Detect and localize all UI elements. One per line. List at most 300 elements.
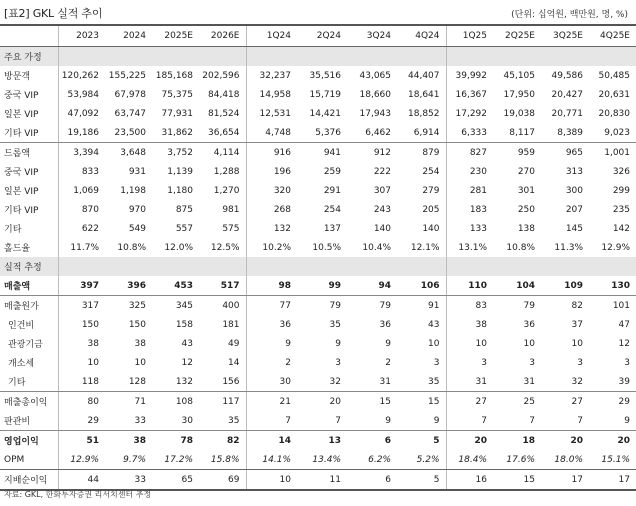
table-cell: 12.5% — [199, 238, 246, 257]
table-row — [0, 315, 636, 334]
table-cell: 1,288 — [199, 162, 246, 181]
row-label: 영업이익 — [0, 431, 58, 451]
row-label: OPM — [0, 450, 58, 470]
header-corner — [0, 25, 58, 47]
section-row — [0, 47, 636, 67]
table-cell: 912 — [373, 147, 391, 158]
table-cell: 10.2% — [262, 242, 291, 253]
table-cell: 10 — [571, 338, 583, 349]
table-cell: 5 — [397, 431, 446, 451]
table-cell — [246, 257, 297, 276]
table-cell: 17 — [541, 470, 589, 491]
table-cell — [493, 257, 541, 276]
table-cell: 110 — [446, 276, 493, 296]
table-cell — [105, 47, 152, 67]
column-header: 3Q24 — [347, 25, 397, 47]
table-cell: 106 — [397, 276, 446, 296]
table-cell: 84,418 — [199, 85, 246, 104]
table-cell: 77,931 — [161, 108, 193, 119]
table-cell: 1,139 — [167, 166, 193, 177]
table-cell: 549 — [128, 223, 146, 234]
table-cell: 622 — [81, 223, 99, 234]
table-cell: 33 — [105, 470, 152, 491]
table-cell: 25 — [523, 396, 535, 407]
table-cell: 155,225 — [108, 70, 146, 81]
table-cell: 9 — [589, 411, 636, 431]
table-cell: 20 — [329, 396, 341, 407]
table-cell: 20 — [617, 435, 630, 446]
row-label: 방문객 — [0, 66, 58, 85]
table-cell: 12,531 — [259, 108, 291, 119]
table-cell: 47,092 — [67, 108, 99, 119]
table-cell: 39 — [589, 372, 636, 392]
table-cell: 6,333 — [446, 123, 493, 143]
table-cell — [58, 47, 105, 67]
table-cell — [446, 257, 493, 276]
table-cell: 3,394 — [73, 147, 99, 158]
table-cell: 12 — [181, 357, 193, 368]
table-cell: 5 — [397, 470, 446, 491]
table-row — [0, 431, 636, 451]
table-cell: 32 — [541, 372, 589, 392]
table-cell: 870 — [81, 204, 99, 215]
table-cell: 10.5% — [312, 242, 341, 253]
table-cell: 27 — [475, 396, 487, 407]
table-cell: 317 — [81, 300, 99, 311]
table-cell: 207 — [565, 204, 583, 215]
table-cell: 18.4% — [446, 450, 493, 470]
table-cell: 17 — [589, 470, 636, 491]
table-cell: 32,237 — [259, 70, 291, 81]
table-cell: 38 — [475, 319, 487, 330]
row-label: 드롭액 — [0, 143, 58, 163]
table-cell: 150 — [128, 319, 146, 330]
table-cell: 49 — [199, 334, 246, 353]
table-cell: 15.8% — [199, 450, 246, 470]
table-cell: 23,500 — [105, 123, 152, 143]
table-cell: 2 — [285, 357, 291, 368]
table-cell: 243 — [373, 204, 391, 215]
table-cell: 75,375 — [161, 89, 193, 100]
table-cell: 132 — [273, 223, 291, 234]
table-cell: 557 — [175, 223, 193, 234]
table-cell: 3 — [624, 357, 630, 368]
table-cell: 82 — [199, 431, 246, 451]
table-cell: 1,069 — [73, 185, 99, 196]
table-cell: 77 — [279, 300, 291, 311]
table-cell: 10 — [397, 334, 446, 353]
table-row — [0, 181, 636, 200]
table-cell: 300 — [565, 185, 583, 196]
header-row — [0, 25, 636, 47]
row-label: 홀드율 — [0, 238, 58, 257]
table-cell: 35,516 — [309, 70, 341, 81]
table-cell: 11 — [297, 470, 347, 491]
table-cell: 69 — [199, 470, 246, 491]
table-cell: 1,180 — [167, 185, 193, 196]
table-cell — [541, 257, 589, 276]
table-cell: 37 — [571, 319, 583, 330]
table-cell: 50,485 — [598, 70, 630, 81]
table-cell: 6 — [347, 470, 397, 491]
table-cell: 279 — [397, 181, 446, 200]
table-cell: 20,427 — [551, 89, 583, 100]
column-header: 3Q25E — [541, 25, 589, 47]
table-cell: 109 — [541, 276, 589, 296]
table-cell: 137 — [323, 223, 341, 234]
table-cell: 281 — [469, 185, 487, 196]
table-cell: 91 — [397, 296, 446, 316]
table-cell: 133 — [469, 223, 487, 234]
table-cell: 9 — [385, 338, 391, 349]
row-label: 판관비 — [0, 411, 58, 431]
table-cell: 10.8% — [117, 242, 146, 253]
table-cell: 3,752 — [167, 147, 193, 158]
table-cell: 16 — [446, 470, 493, 491]
table-cell: 7 — [541, 411, 589, 431]
table-cell: 132 — [152, 372, 199, 392]
table-cell: 117 — [199, 392, 246, 412]
table-cell: 7 — [246, 411, 297, 431]
table-cell — [493, 47, 541, 67]
table-cell: 15 — [397, 392, 446, 412]
table-cell: 35 — [199, 411, 246, 431]
table-cell: 81,524 — [199, 104, 246, 123]
table-row — [0, 411, 636, 431]
table-cell: 268 — [273, 204, 291, 215]
table-cell: 14,958 — [259, 89, 291, 100]
table-cell: 1,198 — [120, 185, 146, 196]
table-cell: 259 — [323, 166, 341, 177]
table-cell: 20 — [570, 435, 583, 446]
table-cell: 9 — [335, 338, 341, 349]
table-cell — [297, 257, 347, 276]
table-cell: 142 — [612, 223, 630, 234]
table-cell: 101 — [612, 300, 630, 311]
table-cell: 6,914 — [397, 123, 446, 143]
table-cell: 44 — [58, 470, 105, 491]
column-header: 2023 — [58, 25, 105, 47]
table-cell: 156 — [199, 372, 246, 392]
table-cell: 67,978 — [114, 89, 146, 100]
table-cell: 35 — [397, 372, 446, 392]
column-header: 1Q24 — [246, 25, 297, 47]
earnings-table — [0, 24, 636, 491]
row-label: 인건비 — [0, 315, 58, 334]
table-cell: 39,992 — [455, 70, 487, 81]
row-label: 중국 VIP — [0, 85, 58, 104]
table-row — [0, 123, 636, 143]
table-cell: 47 — [618, 319, 630, 330]
table-cell: 20 — [474, 435, 487, 446]
table-cell: 45,105 — [503, 70, 535, 81]
table-cell: 43 — [397, 315, 446, 334]
table-cell: 965 — [565, 147, 583, 158]
table-body — [0, 25, 636, 490]
row-label: 기타 VIP — [0, 200, 58, 219]
table-cell: 30 — [152, 411, 199, 431]
table-cell: 29 — [58, 411, 105, 431]
table-cell: 396 — [105, 276, 152, 296]
row-label: 개소세 — [0, 353, 58, 372]
table-cell: 833 — [81, 166, 99, 177]
table-cell: 14,421 — [309, 108, 341, 119]
table-cell: 31 — [347, 372, 397, 392]
table-cell — [347, 47, 397, 67]
table-row — [0, 296, 636, 316]
table-cell: 138 — [517, 223, 535, 234]
table-cell: 18,852 — [397, 104, 446, 123]
table-row — [0, 353, 636, 372]
table-cell: 36 — [523, 319, 535, 330]
table-cell — [397, 257, 446, 276]
table-cell: 30 — [246, 372, 297, 392]
row-label: 매출원가 — [0, 296, 58, 316]
table-cell: 31 — [493, 372, 541, 392]
table-cell: 20,830 — [598, 108, 630, 119]
table-cell: 1,001 — [604, 147, 630, 158]
table-cell — [152, 257, 199, 276]
table-cell: 11.7% — [70, 242, 99, 253]
table-cell: 9,023 — [589, 123, 636, 143]
table-cell: 2 — [385, 357, 391, 368]
table-cell: 65 — [152, 470, 199, 491]
table-cell: 10 — [134, 357, 146, 368]
table-cell: 36 — [279, 319, 291, 330]
table-cell: 8,117 — [493, 123, 541, 143]
table-cell: 5.2% — [397, 450, 446, 470]
table-cell: 12 — [618, 338, 630, 349]
table-cell: 7 — [493, 411, 541, 431]
column-header: 4Q25E — [589, 25, 636, 47]
table-cell: 1,270 — [199, 181, 246, 200]
table-cell: 9.7% — [105, 450, 152, 470]
table-cell: 205 — [397, 200, 446, 219]
table-cell: 32 — [297, 372, 347, 392]
table-row — [0, 162, 636, 181]
row-label: 일본 VIP — [0, 181, 58, 200]
table-row — [0, 104, 636, 123]
table-cell: 19,038 — [503, 108, 535, 119]
table-cell — [589, 47, 636, 67]
table-cell: 453 — [152, 276, 199, 296]
table-cell: 959 — [517, 147, 535, 158]
table-cell: 7 — [297, 411, 347, 431]
source-note: 자료: GKL, 한화투자증권 리서치센터 추정 — [4, 490, 152, 499]
table-row — [0, 200, 636, 219]
table-row — [0, 450, 636, 470]
row-label: 기타 VIP — [0, 123, 58, 143]
table-cell: 230 — [469, 166, 487, 177]
table-cell: 13.4% — [297, 450, 347, 470]
table-cell: 79 — [379, 300, 391, 311]
table-cell: 36,654 — [199, 123, 246, 143]
table-cell: 18 — [522, 435, 535, 446]
table-cell: 128 — [105, 372, 152, 392]
table-cell: 36 — [379, 319, 391, 330]
table-cell — [152, 47, 199, 67]
table-cell: 222 — [373, 166, 391, 177]
table-cell — [199, 257, 246, 276]
table-cell: 63,747 — [114, 108, 146, 119]
table-cell: 15,719 — [309, 89, 341, 100]
table-cell: 18,641 — [397, 85, 446, 104]
table-cell — [199, 47, 246, 67]
row-label: 지배순이익 — [0, 470, 58, 491]
table-cell: 10.8% — [506, 242, 535, 253]
table-cell: 916 — [273, 147, 291, 158]
table-cell: 254 — [397, 162, 446, 181]
table-cell: 12.9% — [601, 242, 630, 253]
table-row — [0, 470, 636, 491]
table-cell: 3 — [335, 357, 341, 368]
table-cell — [58, 257, 105, 276]
table-cell: 82 — [571, 300, 583, 311]
table-cell: 202,596 — [199, 66, 246, 85]
table-cell: 12.0% — [164, 242, 193, 253]
table-cell — [589, 257, 636, 276]
column-header: 1Q25 — [446, 25, 493, 47]
table-cell: 12.9% — [58, 450, 105, 470]
row-label: 매출액 — [0, 276, 58, 296]
table-cell — [297, 47, 347, 67]
row-label: 관광기금 — [0, 334, 58, 353]
table-cell: 108 — [175, 396, 193, 407]
table-cell: 4,748 — [246, 123, 297, 143]
table-cell: 8,389 — [541, 123, 589, 143]
table-cell: 27 — [571, 396, 583, 407]
table-cell: 970 — [128, 204, 146, 215]
row-label: 일본 VIP — [0, 104, 58, 123]
table-cell: 941 — [323, 147, 341, 158]
table-cell: 118 — [58, 372, 105, 392]
table-cell: 17,943 — [359, 108, 391, 119]
table-cell: 9 — [285, 338, 291, 349]
table-cell: 10 — [87, 357, 99, 368]
table-row — [0, 276, 636, 296]
table-cell: 21 — [279, 396, 291, 407]
table-cell: 397 — [58, 276, 105, 296]
table-row — [0, 143, 636, 163]
table-cell: 43 — [181, 338, 193, 349]
table-cell: 33 — [105, 411, 152, 431]
table-cell: 183 — [469, 204, 487, 215]
unit-note: (단위: 십억원, 백만원, 명, %) — [511, 10, 628, 20]
row-label: 중국 VIP — [0, 162, 58, 181]
table-cell: 5,376 — [297, 123, 347, 143]
table-cell: 104 — [493, 276, 541, 296]
table-cell: 250 — [517, 204, 535, 215]
table-cell: 29 — [618, 396, 630, 407]
table-row — [0, 238, 636, 257]
table-cell: 99 — [297, 276, 347, 296]
table-cell: 17.6% — [493, 450, 541, 470]
table-cell: 827 — [469, 147, 487, 158]
table-cell: 9 — [347, 411, 397, 431]
table-cell: 10.4% — [362, 242, 391, 253]
table-cell: 326 — [612, 166, 630, 177]
table-header-bar — [0, 0, 636, 24]
table-cell: 150 — [81, 319, 99, 330]
table-cell: 17,292 — [455, 108, 487, 119]
table-cell: 981 — [199, 200, 246, 219]
table-cell: 11.3% — [554, 242, 583, 253]
table-cell: 12.1% — [397, 238, 446, 257]
table-cell: 291 — [323, 185, 341, 196]
table-cell: 79 — [329, 300, 341, 311]
table-cell: 931 — [128, 166, 146, 177]
table-cell: 13.1% — [458, 242, 487, 253]
table-cell: 3,648 — [120, 147, 146, 158]
table-cell: 15 — [493, 470, 541, 491]
table-cell: 875 — [175, 204, 193, 215]
table-cell: 83 — [475, 300, 487, 311]
table-cell: 14.1% — [246, 450, 297, 470]
table-cell: 17,950 — [503, 89, 535, 100]
table-cell: 270 — [517, 166, 535, 177]
table-cell: 44,407 — [397, 66, 446, 85]
table-cell: 185,168 — [155, 70, 193, 81]
table-cell — [246, 47, 297, 67]
table-cell: 6,462 — [347, 123, 397, 143]
table-cell: 145 — [565, 223, 583, 234]
table-cell: 43,065 — [359, 70, 391, 81]
table-cell: 4,114 — [199, 143, 246, 163]
table-cell: 6.2% — [347, 450, 397, 470]
table-cell: 14 — [278, 435, 291, 446]
section-row — [0, 257, 636, 276]
table-cell: 15.1% — [589, 450, 636, 470]
table-cell: 130 — [589, 276, 636, 296]
table-cell: 31 — [446, 372, 493, 392]
table-cell: 98 — [246, 276, 297, 296]
table-cell: 158 — [175, 319, 193, 330]
table-cell: 517 — [199, 276, 246, 296]
table-cell: 254 — [323, 204, 341, 215]
row-label: 주요 가정 — [0, 47, 58, 67]
row-label: 기타 — [0, 219, 58, 238]
table-cell: 301 — [517, 185, 535, 196]
table-cell: 235 — [612, 204, 630, 215]
table-cell: 140 — [397, 219, 446, 238]
table-cell: 196 — [273, 166, 291, 177]
table-cell: 18.0% — [541, 450, 589, 470]
table-cell: 38 — [134, 338, 146, 349]
table-cell: 320 — [273, 185, 291, 196]
table-cell — [541, 47, 589, 67]
table-cell: 9 — [397, 411, 446, 431]
table-title: [표2] GKL 실적 추이 — [4, 7, 103, 20]
row-label: 실적 추정 — [0, 257, 58, 276]
table-cell: 575 — [199, 219, 246, 238]
table-cell: 20,771 — [551, 108, 583, 119]
row-label: 매출총이익 — [0, 392, 58, 412]
table-cell: 94 — [347, 276, 397, 296]
table-cell: 13 — [328, 435, 341, 446]
table-cell: 3 — [397, 353, 446, 372]
table-cell: 181 — [199, 315, 246, 334]
column-header: 2026E — [199, 25, 246, 47]
column-header: 4Q24 — [397, 25, 446, 47]
column-header: 2025E — [152, 25, 199, 47]
table-cell: 71 — [134, 396, 146, 407]
table-cell: 299 — [612, 185, 630, 196]
table-cell: 345 — [175, 300, 193, 311]
table-cell: 10 — [523, 338, 535, 349]
table-cell — [347, 257, 397, 276]
table-cell: 79 — [523, 300, 535, 311]
column-header: 2024 — [105, 25, 152, 47]
